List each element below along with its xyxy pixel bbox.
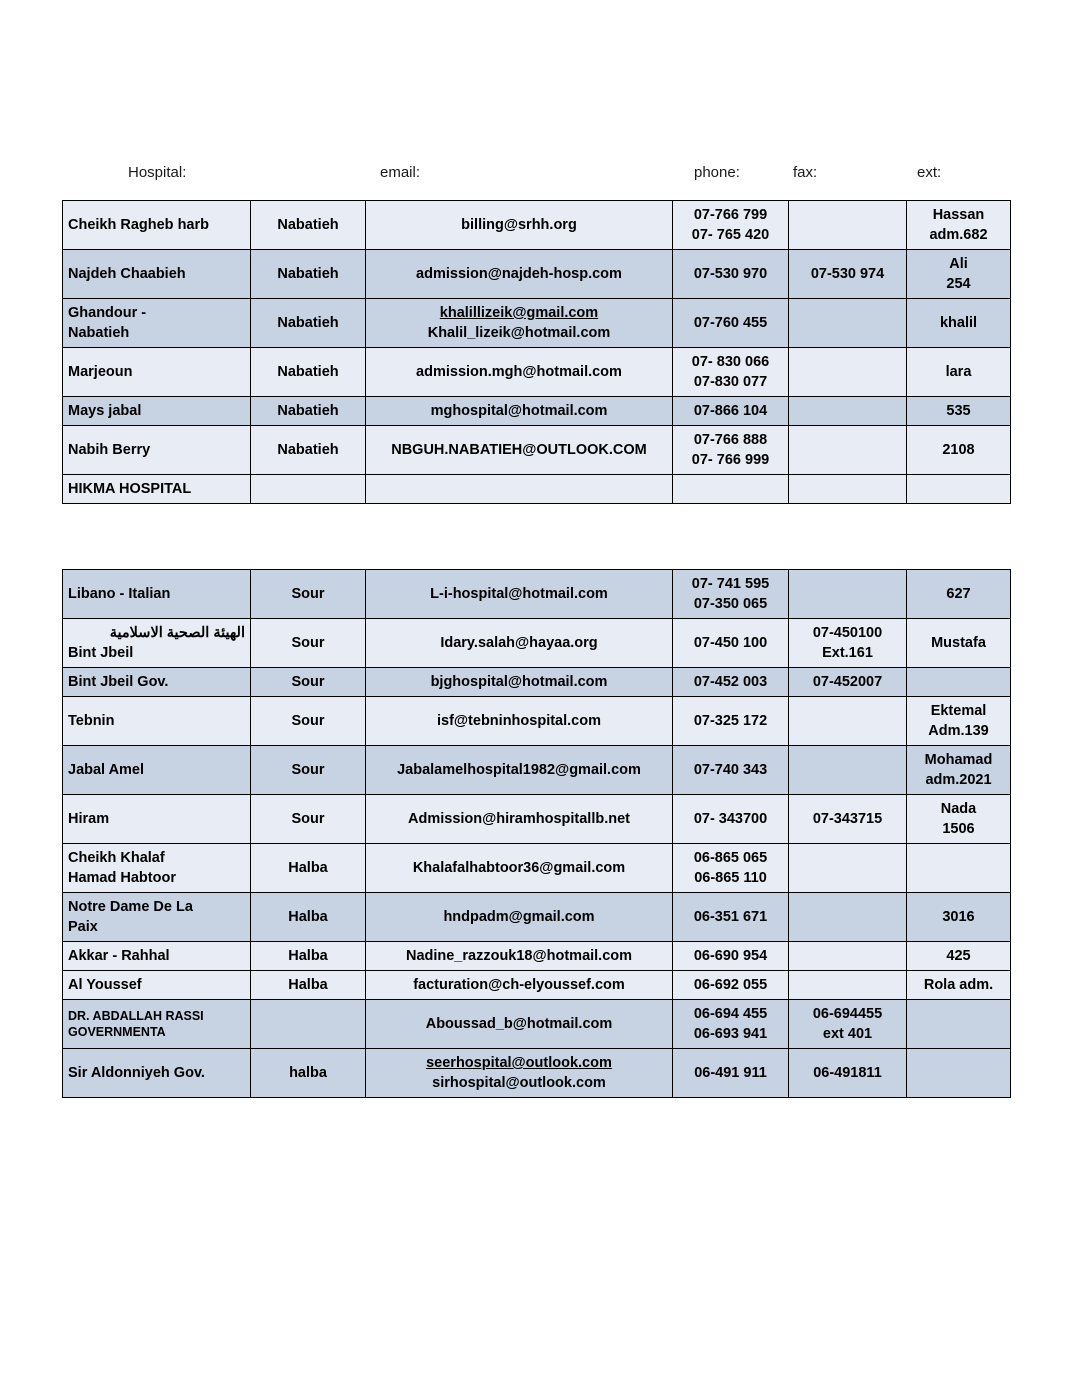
cell-area: Nabatieh — [251, 397, 366, 426]
cell-ext — [907, 475, 1011, 504]
email-address: Idary.salah@hayaa.org — [440, 635, 598, 651]
cell-ext — [907, 348, 1011, 397]
email-address: hndpadm@gmail.com — [443, 909, 595, 925]
cell-phone — [673, 250, 789, 299]
cell-fax — [789, 844, 907, 893]
cell-ext — [907, 1000, 1011, 1049]
ext-value: 627 — [946, 586, 971, 602]
fax-number: ext 401 — [822, 1026, 873, 1042]
cell-area: Sour — [251, 668, 366, 697]
column-header-fax: fax: — [793, 164, 818, 181]
cell-hospital-name: Hiram — [63, 795, 251, 844]
table-row — [63, 475, 1011, 504]
cell-area: Nabatieh — [251, 299, 366, 348]
table-row — [63, 1049, 1011, 1098]
hospital-table-sour — [62, 569, 1011, 1098]
cell-phone — [673, 893, 789, 942]
cell-email — [366, 971, 673, 1000]
cell-fax — [789, 619, 907, 668]
table-row — [63, 942, 1011, 971]
email-address: mghospital@hotmail.com — [430, 403, 608, 419]
cell-area: Sour — [251, 619, 366, 668]
ext-value: 425 — [946, 948, 971, 964]
table-row — [63, 250, 1011, 299]
ext-value: Nada — [940, 801, 977, 817]
cell-email — [366, 426, 673, 475]
cell-hospital-name: Mays jabal — [63, 397, 251, 426]
email-address: sirhospital@outlook.com — [432, 1075, 606, 1091]
ext-value: Adm.139 — [928, 723, 989, 739]
cell-area: Halba — [251, 971, 366, 1000]
ext-value: 2108 — [942, 442, 975, 458]
cell-email — [366, 348, 673, 397]
table-row — [63, 397, 1011, 426]
cell-phone — [673, 397, 789, 426]
cell-email — [366, 201, 673, 250]
cell-hospital-name — [63, 844, 251, 893]
cell-phone — [673, 619, 789, 668]
table-row — [63, 201, 1011, 250]
table-row — [63, 570, 1011, 619]
ext-value: Hassan — [932, 207, 985, 223]
email-address: bjghospital@hotmail.com — [430, 674, 608, 690]
cell-phone — [673, 1000, 789, 1049]
phone-number: 07-766 888 — [693, 432, 768, 448]
phone-number: 07- 343700 — [693, 811, 768, 827]
cell-fax — [789, 397, 907, 426]
ext-value: 1506 — [942, 821, 975, 837]
cell-email — [366, 475, 673, 504]
cell-fax — [789, 893, 907, 942]
phone-number: 07-766 799 — [693, 207, 768, 223]
phone-number: 07- 765 420 — [691, 227, 770, 243]
phone-number: 06-692 055 — [693, 977, 768, 993]
ext-value: 254 — [946, 276, 971, 292]
cell-area — [251, 1000, 366, 1049]
cell-hospital-name — [63, 1000, 251, 1049]
column-header-strip — [62, 164, 1010, 190]
fax-number: 07-343715 — [812, 811, 883, 827]
table-row — [63, 893, 1011, 942]
column-header-ext: ext: — [917, 164, 942, 181]
cell-hospital-name: Tebnin — [63, 697, 251, 746]
cell-area: Nabatieh — [251, 201, 366, 250]
hospital-table-nabatieh — [62, 200, 1011, 504]
cell-ext — [907, 619, 1011, 668]
cell-hospital-name: Marjeoun — [63, 348, 251, 397]
phone-number: 07- 741 595 — [691, 576, 770, 592]
ext-value: Rola adm. — [923, 977, 994, 993]
email-address: admission@najdeh-hosp.com — [416, 266, 622, 282]
cell-phone — [673, 844, 789, 893]
phone-number: 07-760 455 — [693, 315, 768, 331]
email-address: billing@srhh.org — [461, 217, 577, 233]
cell-phone — [673, 697, 789, 746]
phone-number: 06-351 671 — [693, 909, 768, 925]
email-address: isf@tebninhospital.com — [437, 713, 601, 729]
cell-fax — [789, 348, 907, 397]
column-header-email: email: — [380, 164, 421, 181]
table-body-nabatieh — [63, 201, 1011, 504]
fax-number: 07-452007 — [812, 674, 883, 690]
cell-fax — [789, 1049, 907, 1098]
fax-number: 07-450100 — [812, 625, 883, 641]
cell-email — [366, 397, 673, 426]
table-row — [63, 426, 1011, 475]
cell-phone — [673, 426, 789, 475]
hospital-name-line: Ghandour - — [68, 305, 147, 321]
cell-area: Sour — [251, 697, 366, 746]
cell-fax — [789, 475, 907, 504]
cell-area — [251, 475, 366, 504]
cell-hospital-name: Nabih Berry — [63, 426, 251, 475]
column-header-phone: phone: — [694, 164, 740, 181]
hospital-name-arabic: الهيئة الصحية الاسلامية — [109, 625, 245, 641]
cell-hospital-name: Jabal Amel — [63, 746, 251, 795]
cell-ext — [907, 299, 1011, 348]
cell-ext — [907, 942, 1011, 971]
cell-phone — [673, 971, 789, 1000]
email-address: Admission@hiramhospitallb.net — [408, 811, 630, 827]
table-row — [63, 844, 1011, 893]
cell-area: Sour — [251, 746, 366, 795]
phone-number: 07-530 970 — [693, 266, 768, 282]
phone-number: 06-491 911 — [694, 1065, 767, 1081]
cell-email — [366, 668, 673, 697]
cell-area: Sour — [251, 795, 366, 844]
cell-fax — [789, 1000, 907, 1049]
cell-ext — [907, 697, 1011, 746]
cell-phone — [673, 795, 789, 844]
ext-value: khalil — [939, 315, 978, 331]
cell-email — [366, 844, 673, 893]
table-row — [63, 971, 1011, 1000]
cell-email — [366, 697, 673, 746]
fax-number: 06-694455 — [812, 1006, 883, 1022]
cell-phone — [673, 348, 789, 397]
cell-fax — [789, 795, 907, 844]
cell-area: Nabatieh — [251, 348, 366, 397]
cell-email — [366, 299, 673, 348]
hospital-name-line: Hamad Habtoor — [68, 870, 176, 886]
cell-hospital-name: HIKMA HOSPITAL — [63, 475, 251, 504]
cell-phone — [673, 299, 789, 348]
phone-number: 07-740 343 — [693, 762, 768, 778]
cell-area: Halba — [251, 893, 366, 942]
table-row — [63, 795, 1011, 844]
cell-phone — [673, 201, 789, 250]
hospital-name-latin: Bint Jbeil — [68, 645, 134, 661]
cell-fax — [789, 570, 907, 619]
cell-fax — [789, 697, 907, 746]
cell-hospital-name: Akkar - Rahhal — [63, 942, 251, 971]
cell-phone — [673, 570, 789, 619]
cell-fax — [789, 668, 907, 697]
phone-number: 06-690 954 — [693, 948, 768, 964]
cell-email — [366, 1049, 673, 1098]
cell-email — [366, 1000, 673, 1049]
hospital-name-line: Nabatieh — [68, 325, 130, 341]
email-address: Jabalamelhospital1982@gmail.com — [397, 762, 641, 778]
phone-number: 07- 766 999 — [691, 452, 770, 468]
fax-number: 07-530 974 — [810, 266, 885, 282]
ext-value: 535 — [946, 403, 971, 419]
cell-hospital-name: Cheikh Ragheb harb — [63, 201, 251, 250]
cell-fax — [789, 746, 907, 795]
cell-area: Halba — [251, 844, 366, 893]
cell-hospital-name: Libano - Italian — [63, 570, 251, 619]
cell-email — [366, 250, 673, 299]
cell-email — [366, 893, 673, 942]
cell-hospital-name: Najdeh Chaabieh — [63, 250, 251, 299]
cell-hospital-name: Bint Jbeil Gov. — [63, 668, 251, 697]
email-address: L-i-hospital@hotmail.com — [430, 586, 608, 602]
cell-email — [366, 619, 673, 668]
email-address: Khalafalhabtoor36@gmail.com — [412, 860, 626, 876]
cell-email — [366, 942, 673, 971]
cell-hospital-name: Al Youssef — [63, 971, 251, 1000]
table-row — [63, 668, 1011, 697]
table-row — [63, 697, 1011, 746]
email-address: Nadine_razzouk18@hotmail.com — [405, 948, 633, 964]
email-address: NBGUH.NABATIEH@OUTLOOK.COM — [391, 442, 647, 458]
fax-number: 06-491811 — [813, 1065, 882, 1081]
hospital-name-line: Paix — [68, 919, 98, 935]
cell-hospital-name — [63, 299, 251, 348]
hospital-name-line: DR. ABDALLAH RASSI — [68, 1008, 204, 1023]
cell-hospital-name — [63, 893, 251, 942]
cell-email — [366, 795, 673, 844]
cell-ext — [907, 201, 1011, 250]
phone-number: 07-325 172 — [693, 713, 768, 729]
email-address: Aboussad_b@hotmail.com — [425, 1016, 613, 1032]
cell-ext — [907, 426, 1011, 475]
fax-number: Ext.161 — [822, 645, 873, 661]
phone-number: 06-693 941 — [693, 1026, 768, 1042]
phone-number: 07-350 065 — [693, 596, 768, 612]
cell-ext — [907, 844, 1011, 893]
cell-hospital-name: Sir Aldonniyeh Gov. — [63, 1049, 251, 1098]
cell-fax — [789, 299, 907, 348]
ext-value: adm.682 — [929, 227, 988, 243]
phone-number: 07-452 003 — [693, 674, 768, 690]
cell-area: Nabatieh — [251, 426, 366, 475]
cell-ext — [907, 1049, 1011, 1098]
cell-hospital-name — [63, 619, 251, 668]
cell-ext — [907, 746, 1011, 795]
cell-fax — [789, 971, 907, 1000]
email-address: Khalil_lizeik@hotmail.com — [427, 325, 611, 341]
cell-ext — [907, 971, 1011, 1000]
table-body-sour — [63, 570, 1011, 1098]
cell-ext — [907, 668, 1011, 697]
cell-email — [366, 746, 673, 795]
cell-phone — [673, 668, 789, 697]
cell-ext — [907, 250, 1011, 299]
table-row — [63, 348, 1011, 397]
table-row — [63, 1000, 1011, 1049]
cell-fax — [789, 201, 907, 250]
email-address[interactable]: seerhospital@outlook.com — [426, 1055, 612, 1071]
email-address: admission.mgh@hotmail.com — [416, 364, 622, 380]
ext-value: 3016 — [942, 909, 975, 925]
cell-fax — [789, 250, 907, 299]
cell-email — [366, 570, 673, 619]
cell-fax — [789, 426, 907, 475]
cell-area: Sour — [251, 570, 366, 619]
phone-number: 07-830 077 — [693, 374, 768, 390]
table-row — [63, 299, 1011, 348]
phone-number: 07-450 100 — [693, 635, 768, 651]
column-header-hospital: Hospital: — [128, 164, 187, 181]
table-row — [63, 619, 1011, 668]
hospital-name-line: GOVERNMENTA — [68, 1025, 166, 1039]
email-address: facturation@ch-elyoussef.com — [413, 977, 625, 993]
ext-value: Mustafa — [931, 635, 986, 651]
cell-fax — [789, 942, 907, 971]
ext-value: Ektemal — [930, 703, 987, 719]
cell-ext — [907, 397, 1011, 426]
cell-area: Nabatieh — [251, 250, 366, 299]
phone-number: 06-865 110 — [694, 870, 767, 886]
ext-value: Ali — [949, 256, 968, 272]
phone-number: 06-694 455 — [693, 1006, 768, 1022]
email-address[interactable]: khalillizeik@gmail.com — [439, 305, 599, 321]
hospital-name-line: Cheikh Khalaf — [68, 850, 165, 866]
table-row — [63, 746, 1011, 795]
ext-value: Mohamad — [924, 752, 993, 768]
cell-phone — [673, 746, 789, 795]
cell-area: Halba — [251, 942, 366, 971]
ext-value: lara — [945, 364, 972, 380]
cell-phone — [673, 942, 789, 971]
cell-ext — [907, 570, 1011, 619]
phone-number: 07-866 104 — [693, 403, 768, 419]
phone-number: 07- 830 066 — [691, 354, 770, 370]
cell-phone — [673, 475, 789, 504]
cell-area: halba — [251, 1049, 366, 1098]
hospital-name-line: Notre Dame De La — [68, 899, 193, 915]
ext-value: adm.2021 — [925, 772, 992, 788]
cell-ext — [907, 893, 1011, 942]
cell-ext — [907, 795, 1011, 844]
phone-number: 06-865 065 — [693, 850, 768, 866]
cell-phone — [673, 1049, 789, 1098]
